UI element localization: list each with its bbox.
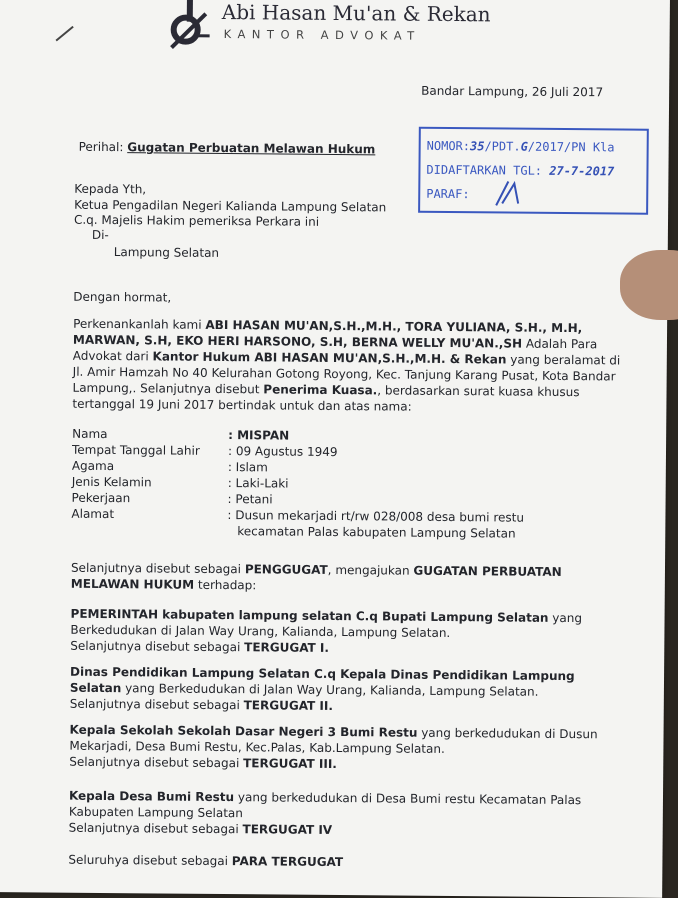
addressee-line-4: Di- [91, 227, 109, 243]
plaintiff-melawan-hukum: MELAWAN HUKUM [70, 576, 195, 592]
paraf-signature [492, 177, 522, 207]
client-value-agama: : Islam [227, 460, 268, 475]
defendant-4-line-3 [69, 821, 333, 837]
salutation: Dengan hormat, [73, 289, 172, 305]
intro-l1-names: ABI HASAN MU'AN,S.H.,M.H., TORA YULIANA, S.H., M.H, [205, 317, 583, 336]
defendant-1-l3-text: Selanjutnya disebut sebagai [70, 638, 245, 655]
intro-line-6: tertanggal 19 Juni 2017 bertindak untuk dan atas nama: [72, 396, 412, 414]
stamp-line-1 [427, 139, 615, 155]
stamp-year: /2017/PN Kla [527, 139, 615, 155]
stamp-pdt: /PDT. [484, 139, 521, 154]
defendant-1-line-3 [70, 639, 329, 655]
client-value-nama: : MISPAN [228, 428, 290, 443]
plaintiff-l2-tail: terhadap: [194, 577, 257, 593]
plaintiff-line-2 [71, 577, 257, 593]
defendant-4-l1-tail: yang berkedudukan di Desa Bumi restu Kecamatan Palas [234, 790, 582, 808]
defendant-4-label: TERGUGAT IV [242, 822, 333, 837]
intro-l3-tail: yang beralamat di [506, 352, 621, 368]
defendant-3-line-3 [69, 755, 337, 771]
stamp-nomor-label: NOMOR: [426, 138, 471, 154]
client-value-ttl: : 09 Agustus 1949 [227, 444, 338, 460]
perihal [79, 140, 376, 157]
defendant-1-name: PEMERINTAH kabupaten lampung selatan C.q Bupati Lampung Selatan [70, 606, 549, 625]
place-date: Bandar Lampung, 26 Juli 2017 [421, 83, 604, 100]
addressee-line-5: Lampung Selatan [113, 245, 220, 260]
firm-name: Abi Hasan Mu'an & Rekan [221, 0, 491, 27]
defendant-2-line-3 [70, 697, 333, 713]
defendant-1-line-2: Berkedudukan di Jalan Way Urang, Kalianda, Lampung Selatan. [70, 622, 451, 641]
defendant-2-l2-tail: yang Berkedudukan di Jalan Way Urang, Kalianda, Lampung Selatan. [121, 681, 539, 699]
closing-text: Seluruhya disebut sebagai [68, 852, 232, 869]
stamp-line-3 [426, 187, 469, 201]
intro-l5-text: Lampung,. Selanjutnya disebut [72, 380, 264, 397]
intro-l3-text: Advokat dari [72, 348, 153, 364]
client-label-address: Alamat [71, 506, 115, 522]
defendant-2-label: TERGUGAT II. [243, 698, 333, 713]
plaintiff-l1-text: Selanjutnya disebut sebagai [70, 560, 245, 577]
client-label-ttl: Tempat Tanggal Lahir [71, 442, 200, 458]
intro-line-5 [72, 381, 579, 399]
pen-mark [56, 26, 74, 42]
defendant-1-label: TERGUGAT I. [244, 640, 330, 655]
stamp-pdt-g: G [520, 139, 528, 154]
client-label-nama: Nama [72, 426, 108, 442]
defendant-2-line-2 [70, 681, 539, 699]
intro-line-4: Jl. Amir Hamzah No 40 Kelurahan Gotong Royong, Kec. Tanjung Karang Pusat, Kota Bandar [72, 364, 616, 384]
plaintiff-line-1 [71, 561, 562, 579]
perihal-value: Gugatan Perbuatan Melawan Hukum [127, 140, 376, 157]
stamp-date: 27-7-2017 [549, 163, 615, 179]
defendant-3-label: TERGUGAT III. [243, 756, 337, 772]
defendant-3-l3-text: Selanjutnya disebut sebagai [69, 754, 244, 771]
addressee-line-3: C.q. Majelis Hakim pemeriksa Perkara ini [73, 212, 320, 229]
intro-l5-kuasa: Penerima Kuasa. [263, 382, 378, 398]
plaintiff-gugatan: GUGATAN PERBUATAN [413, 563, 562, 579]
intro-l5-tail: , berdasarkan surat kuasa khusus [377, 383, 580, 400]
defendant-2-name: Dinas Pendidikan Lampung Selatan C.q Kepala Dinas Pendidikan Lampung [70, 664, 575, 684]
stamp-didaftarkan-label: DIDAFTARKAN TGL: [426, 162, 543, 178]
firm-subtitle: KANTOR ADVOKAT [223, 27, 421, 43]
client-address-cont: kecamatan Palas kabupaten Lampung Selatan [237, 524, 516, 541]
intro-l3-firm: Kantor Hukum ABI HASAN MU'AN,S.H.,M.H. & Rekan [152, 349, 507, 367]
client-label-job: Pekerjaan [71, 490, 131, 506]
defendant-3-line-2: Mekarjadi, Desa Bumi Restu, Kec.Palas, Kab.Lampung Selatan. [69, 738, 445, 756]
stamp-nomor-number: 35 [469, 139, 485, 154]
intro-l2-text: Adalah Para [521, 336, 598, 352]
stamp-line-2 [426, 163, 614, 179]
addressee-line-1: Kepada Yth, [74, 181, 147, 197]
defendant-2-line-1 [70, 665, 575, 683]
defendant-3-l1-tail: yang berkedudukan di Dusun [417, 725, 598, 742]
client-value-gender: : Laki-Laki [227, 476, 289, 491]
client-value-job: : Petani [227, 492, 273, 507]
stamp-paraf-label: PARAF: [426, 186, 470, 202]
defendant-1-l1-tail: yang [548, 610, 583, 626]
closing-line [68, 853, 343, 869]
addressee-line-2: Ketua Pengadilan Negeri Kalianda Lampung Selatan [74, 197, 387, 215]
perihal-label: Perihal: [78, 139, 124, 155]
defendant-2-name-cont: Selatan [69, 680, 122, 696]
registration-stamp [418, 127, 649, 215]
defendant-4-name: Kepala Desa Bumi Restu [68, 788, 235, 805]
plaintiff-penggugat: PENGGUGAT [244, 562, 328, 577]
client-value-address: : Dusun mekarjadi rt/rw 028/008 desa bumi restu [227, 508, 525, 525]
firm-logo-icon [161, 0, 217, 52]
defendant-2-l3-text: Selanjutnya disebut sebagai [69, 696, 244, 713]
intro-l2-names: MARWAN, S.H, EKO HERI HARSONO, S.H, BERNA WELLY MU'AN.,SH [72, 332, 523, 351]
defendant-4-line-2: Kabupaten Lampung Selatan [68, 804, 243, 821]
closing-para-tergugat: PARA TERGUGAT [231, 854, 344, 870]
defendant-3-name: Kepala Sekolah Sekolah Dasar Negeri 3 Bumi Restu [69, 722, 418, 740]
defendant-4-l3-text: Selanjutnya disebut sebagai [68, 820, 243, 837]
intro-l1-text: Perkenankanlah kami [73, 316, 206, 332]
client-label-agama: Agama [71, 458, 115, 474]
client-label-gender: Jenis Kelamin [71, 474, 152, 490]
plaintiff-l1-mid: , mengajukan [327, 562, 414, 578]
